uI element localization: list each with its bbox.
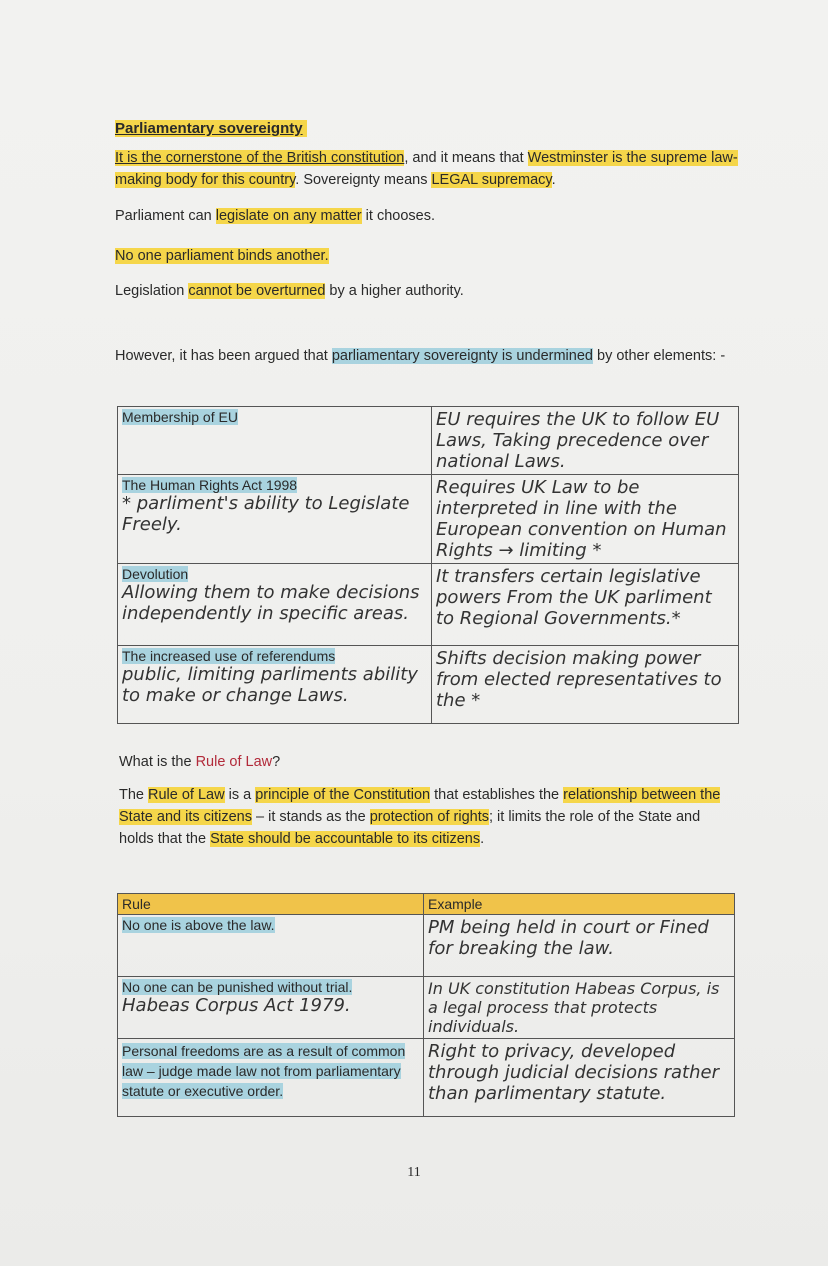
handwritten-note: Habeas Corpus Act 1979.	[122, 995, 351, 1016]
table-row	[118, 475, 739, 564]
paragraph-undermined: However, it has been argued that parliamentary sovereignty is undermined by other elements: -	[115, 348, 726, 364]
page-number: 11	[407, 1165, 421, 1180]
handwritten-note: Shifts decision making power from elected representatives to the *	[432, 646, 739, 724]
table-row	[118, 564, 739, 646]
table-row	[118, 977, 735, 1039]
rule-of-law-question: What is the Rule of Law?	[119, 754, 281, 770]
row-title: Membership of EU	[122, 409, 238, 425]
handwritten-example: Right to privacy, developed through judicial decisions rather than parlimentary statute.	[424, 1039, 735, 1117]
handwritten-example: In UK constitution Habeas Corpus, is a legal process that protects individuals.	[424, 977, 735, 1039]
table-row	[118, 407, 739, 475]
handwritten-example: PM being held in court or Fined for breaking the law.	[424, 915, 735, 977]
table-row	[118, 646, 739, 724]
paragraph-sovereignty-definition: It is the cornerstone of the British constitution, and it means that Westminster is the supreme law-making body for this country. Sovereignty means LEGAL supremacy.	[115, 150, 738, 188]
paragraph-legislate: Parliament can legislate on any matter it chooses.	[115, 208, 435, 224]
handwritten-note: Requires UK Law to be interpreted in line with the European convention on Human Rights → limiting *	[432, 475, 739, 564]
rule-text: Personal freedoms are as a result of common law – judge made law not from parliamentary statute or executive order.	[122, 1043, 406, 1099]
handwritten-note: It transfers certain legislative powers From the UK parliment to Regional Governments.*	[432, 564, 739, 646]
column-header-example: Example	[424, 894, 735, 915]
rule-text: No one can be punished without trial.	[122, 979, 353, 995]
row-title: Devolution	[122, 566, 189, 582]
handwritten-note: Allowing them to make decisions independently in specific areas.	[122, 582, 420, 624]
rule-of-law-table	[117, 893, 735, 1117]
table-row	[118, 1039, 735, 1117]
sovereignty-table	[117, 406, 739, 724]
table-header-row	[118, 894, 735, 915]
rule-text: No one is above the law.	[122, 917, 275, 933]
table-row	[118, 915, 735, 977]
row-title: The increased use of referendums	[122, 648, 336, 664]
rule-of-law-definition: The Rule of Law is a principle of the Constitution that establishes the relationship between the State and its citizens – it stands as the protection of rights; it limits the role of the State and holds that the State should be accountable to its citizens.	[119, 787, 721, 847]
paragraph-not-overturned: Legislation cannot be overturned by a higher authority.	[115, 283, 464, 299]
handwritten-note: * parliment's ability to Legislate Freely.	[122, 493, 410, 535]
column-header-rule: Rule	[118, 894, 424, 915]
section-heading: Parliamentary sovereignty	[115, 118, 307, 140]
handwritten-note: public, limiting parliments ability to make or change Laws.	[122, 664, 418, 706]
paragraph-no-binding: No one parliament binds another.	[115, 248, 329, 264]
row-title: The Human Rights Act 1998	[122, 477, 298, 493]
handwritten-note: EU requires the UK to follow EU Laws, Taking precedence over national Laws.	[432, 407, 739, 475]
